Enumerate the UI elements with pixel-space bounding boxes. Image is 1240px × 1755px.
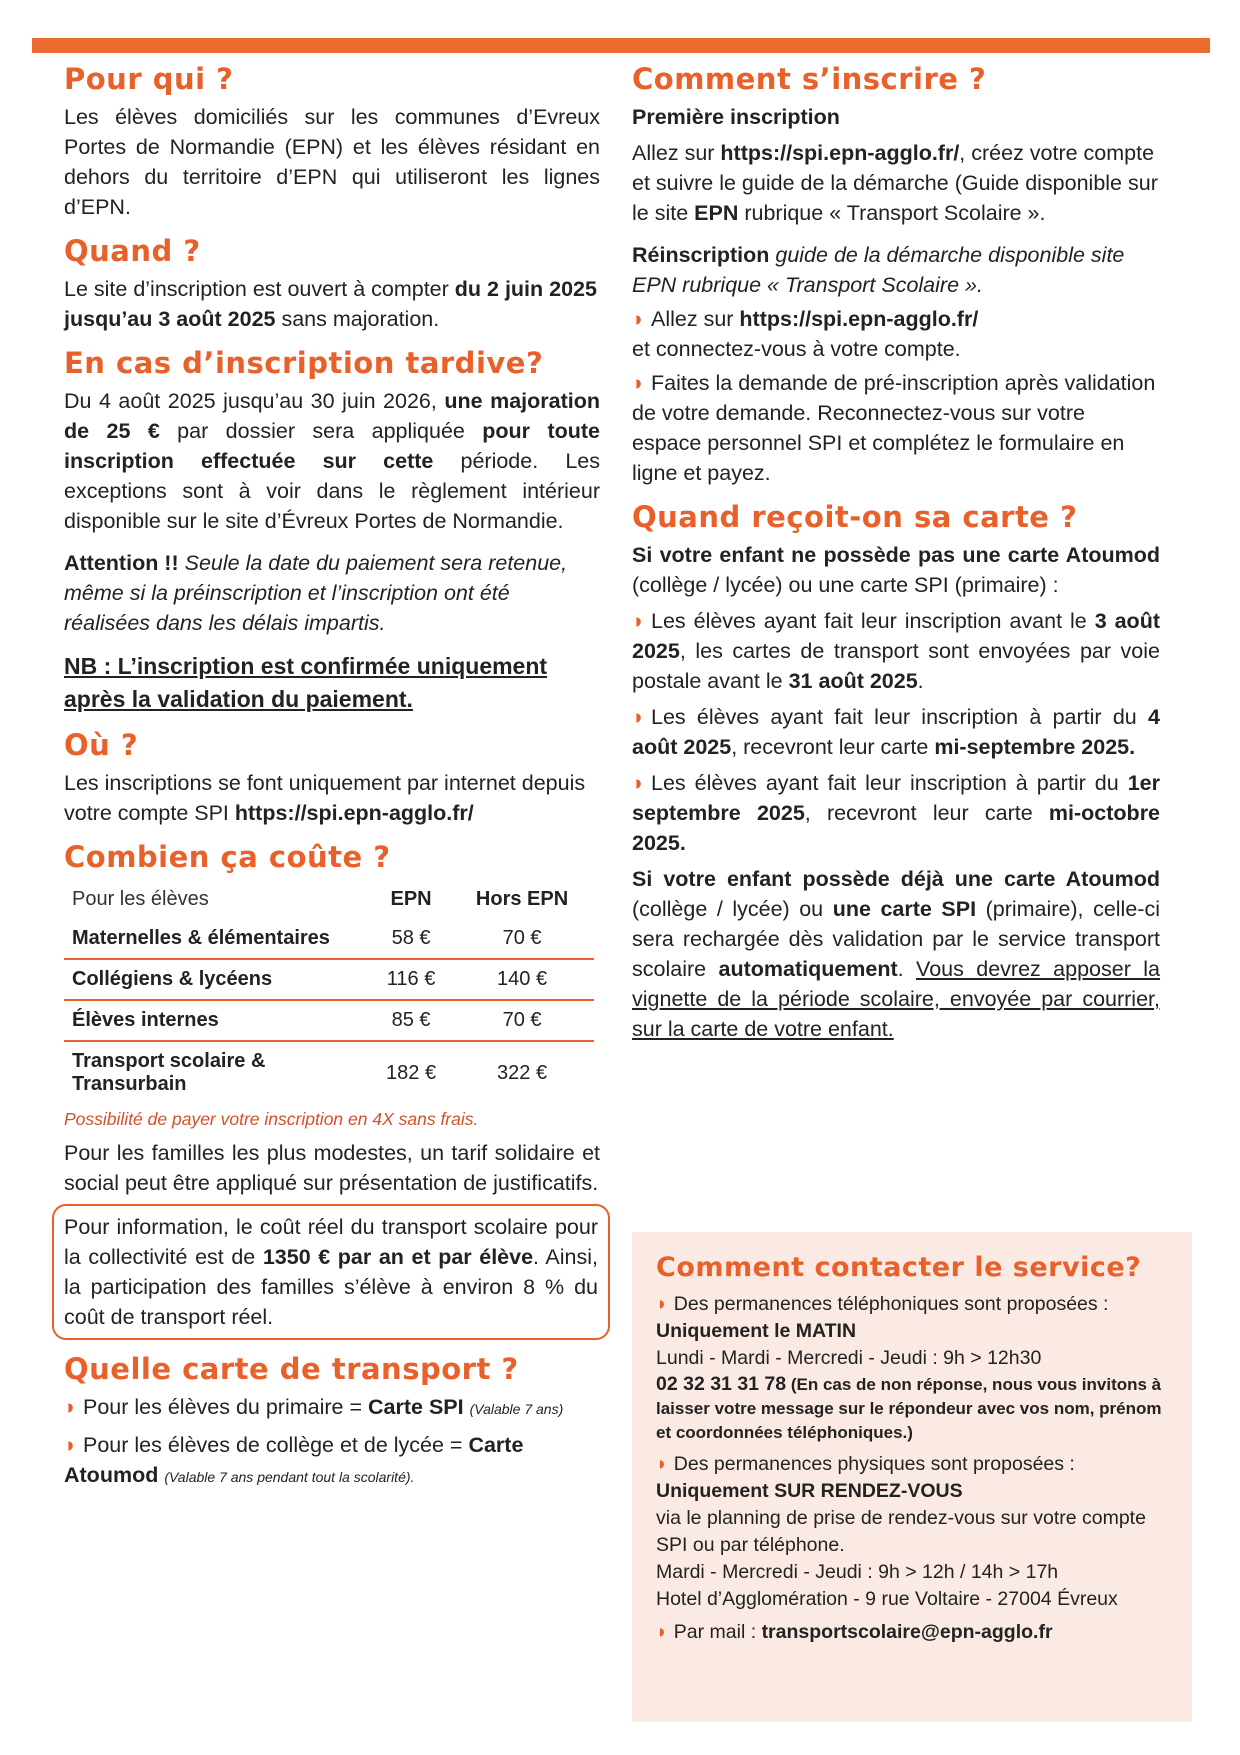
table-row: Collégiens & lycéens 116 € 140 €	[64, 959, 594, 1000]
contact-box	[632, 1232, 1192, 1722]
heading-tardive: En cas d’inscription tardive?	[64, 346, 544, 380]
heading-recoit: Quand reçoit-on sa carte ?	[632, 500, 1078, 534]
heading-ou: Où ?	[64, 728, 139, 762]
reinscription-step-1: ◗ Allez sur https://spi.epn-agglo.fr/ et connectez-vous à votre compte.	[632, 307, 979, 361]
orange-bullet-icon: ◗	[656, 1293, 668, 1315]
right-column	[632, 62, 1160, 1044]
table-row: Transport scolaire & Transurbain 182 € 322 €	[72, 1050, 548, 1095]
info-box	[52, 1204, 610, 1340]
contact-physique-intro: ◗ Des permanences physiques sont proposées :	[656, 1453, 1075, 1475]
orange-bullet-icon: ◗	[656, 1621, 668, 1643]
orange-bullet-icon: ◗	[64, 1395, 77, 1419]
contact-rdv: Uniquement SUR RENDEZ-VOUS	[656, 1480, 963, 1502]
left-column	[64, 62, 600, 1492]
premiere-text: Allez sur https://spi.epn-agglo.fr/, créez votre compte et suivre le guide de la démarche (Guide disponible sur le site EPN rubrique « Transport Scolaire ».	[632, 141, 1158, 225]
table-row: Maternelles & élémentaires 58 € 70 €	[64, 919, 594, 959]
orange-bullet-icon: ◗	[632, 705, 645, 729]
nb-confirmation: NB : L’inscription est confirmée uniquement après la validation du paiement.	[64, 653, 548, 712]
contact-jours-1: Lundi - Mardi - Mercredi - Jeudi : 9h > 12h30	[656, 1347, 1042, 1369]
contact-phone: 02 32 31 31 78 (En cas de non réponse, nous vous invitons à laisser votre message sur le répondeur avec vos nom, prénom et coordonnées téléphoniques.)	[656, 1373, 1162, 1442]
carte-college: ◗ Pour les élèves de collège et de lycée = Carte Atoumod (Valable 7 ans pendant tout la scolarité).	[64, 1433, 524, 1487]
orange-bullet-icon: ◗	[632, 771, 645, 795]
heading-carte: Quelle carte de transport ?	[64, 1352, 519, 1386]
tardive-text: Du 4 août 2025 jusqu’au 30 juin 2026, une majoration de 25 € par dossier sera appliquée pour toute inscription effectuée sur cette période. Les exceptions sont à voir dans le règlement intérieur disponible sur le site d’Évreux Portes de Normandie.	[64, 389, 600, 533]
contact-matin: Uniquement le MATIN	[656, 1320, 857, 1342]
top-orange-bar	[32, 38, 1210, 53]
heading-cout: Combien ça coûte ?	[64, 840, 391, 874]
recoit-intro: Si votre enfant ne possède pas une carte Atoumod (collège / lycée) ou une carte SPI (primaire) :	[632, 543, 1160, 597]
heading-inscrire: Comment s’inscrire ?	[632, 62, 987, 96]
heading-quand: Quand ?	[64, 234, 201, 268]
orange-bullet-icon: ◗	[632, 307, 645, 331]
contact-mail: ◗ Par mail : transportscolaire@epn-agglo.fr	[656, 1621, 1053, 1643]
mail-link[interactable]: transportscolaire@epn-agglo.fr	[761, 1621, 1053, 1643]
phone-number[interactable]: 02 32 31 31 78	[656, 1373, 787, 1395]
heading-pour-qui: Pour qui ?	[64, 62, 234, 96]
table-row: Élèves internes 85 € 70 €	[64, 1000, 594, 1041]
recoit-bullet-1: ◗ Les élèves ayant fait leur inscription avant le 3 août 2025, les cartes de transport sont envoyées par voie postale avant le 31 août 2025.	[632, 609, 1160, 693]
info-text: Pour information, le coût réel du transport scolaire pour la collectivité est de 1350 € par an et par élève. Ainsi, la participation des familles s’élève à environ 8 % du coût de transport réel.	[64, 1215, 598, 1329]
contact-rdv-text: via le planning de prise de rendez-vous sur votre compte SPI ou par téléphone.	[656, 1507, 1146, 1556]
contact-adresse: Hotel d’Agglomération - 9 rue Voltaire - 27004 Évreux	[656, 1588, 1118, 1610]
orange-bullet-icon: ◗	[64, 1433, 77, 1457]
spi-link[interactable]: https://spi.epn-agglo.fr/	[720, 141, 960, 165]
spi-link[interactable]: https://spi.epn-agglo.fr/	[739, 307, 979, 331]
pour-qui-text: Les élèves domiciliés sur les communes d’Evreux Portes de Normandie (EPN) et les élèves résidant en dehors du territoire d’EPN qui utiliseront les lignes d’EPN.	[64, 105, 600, 219]
ou-text: Les inscriptions se font uniquement par internet depuis votre compte SPI https://spi.epn-agglo.fr/	[64, 771, 586, 825]
recoit-bullet-3: ◗ Les élèves ayant fait leur inscription à partir du 1er septembre 2025, recevront leur carte mi-octobre 2025.	[632, 771, 1161, 855]
carte-primaire: ◗ Pour les élèves du primaire = Carte SPI (Valable 7 ans)	[64, 1395, 564, 1419]
table-header-row: Pour les élèves EPN Hors EPN	[72, 888, 569, 910]
heading-contact: Comment contacter le service?	[656, 1252, 1142, 1283]
reinscription-step-2: ◗ Faites la demande de pré-inscription après validation de votre demande. Reconnectez-vous sur votre espace personnel SPI et complétez le formulaire en ligne et payez.	[632, 371, 1156, 485]
orange-bullet-icon: ◗	[632, 609, 645, 633]
payment-note: Possibilité de payer votre inscription en 4X sans frais.	[64, 1109, 479, 1129]
quand-text: Le site d’inscription est ouvert à compter du 2 juin 2025 jusqu’au 3 août 2025 sans majoration.	[64, 277, 597, 331]
spi-link[interactable]: https://spi.epn-agglo.fr/	[234, 801, 474, 825]
reinscription-text: Réinscription guide de la démarche disponible site EPN rubrique « Transport Scolaire ».	[632, 243, 1125, 297]
recoit-bullet-2: ◗ Les élèves ayant fait leur inscription à partir du 4 août 2025, recevront leur carte mi-septembre 2025.	[632, 705, 1160, 759]
orange-bullet-icon: ◗	[656, 1453, 668, 1475]
orange-bullet-icon: ◗	[632, 371, 645, 395]
premiere-inscription: Première inscription	[632, 105, 840, 129]
attention-text: Attention !! Seule la date du paiement sera retenue, même si la préinscription et l’inscription ont été réalisées dans les délais impartis.	[64, 551, 568, 635]
solidaire-text: Pour les familles les plus modestes, un tarif solidaire et social peut être appliqué sur présentation de justificatifs.	[64, 1141, 600, 1195]
recoit-deja: Si votre enfant possède déjà une carte Atoumod (collège / lycée) ou une carte SPI (primaire), celle-ci sera rechargée dès validation par le service transport scolaire automatiquement. Vous devrez apposer la vignette de la période scolaire, envoyée par courrier, sur la carte de votre enfant.	[632, 867, 1161, 1041]
price-table	[64, 880, 594, 1104]
contact-phone-intro: ◗ Des permanences téléphoniques sont proposées :	[656, 1293, 1109, 1315]
contact-jours-2: Mardi - Mercredi - Jeudi : 9h > 12h / 14h > 17h	[656, 1561, 1059, 1583]
